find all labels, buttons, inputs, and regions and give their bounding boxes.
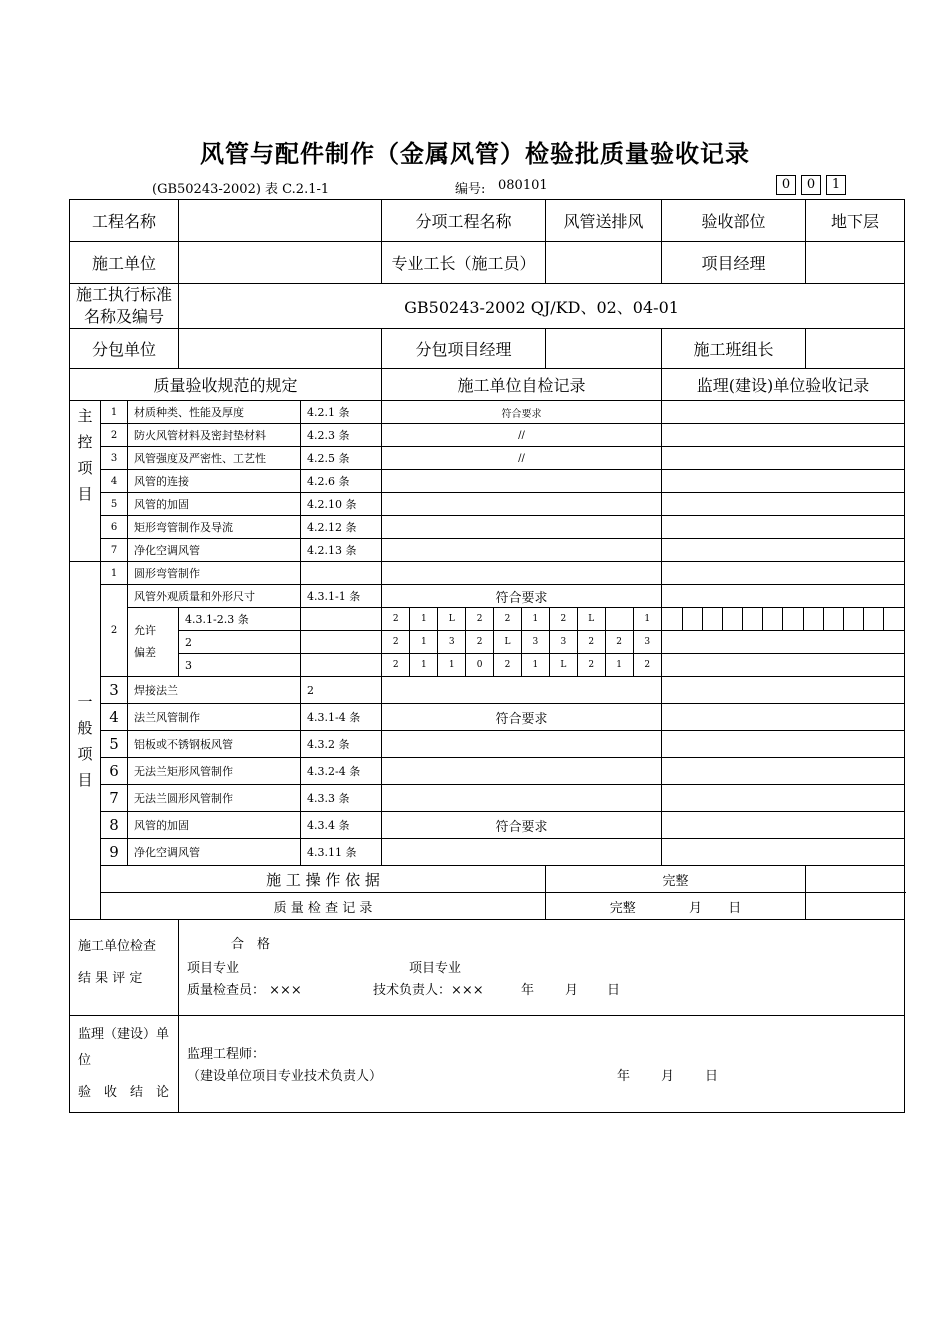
sign-month: 月 xyxy=(565,983,579,998)
main-items-label: 主控项目 xyxy=(70,401,101,562)
construction-result-label-b: 结 果 评 定 xyxy=(78,971,143,986)
tolerance-blank xyxy=(301,608,382,631)
project-professional-a: 项目专业 xyxy=(187,961,240,976)
supervision-conclusion-label-a: 监理（建设）单位 xyxy=(78,1027,170,1068)
record-day: 日 xyxy=(728,900,742,916)
supervision-column-header: 监理(建设)单位验收记录 xyxy=(662,369,905,401)
basis-label: 施 工 操 作 依 据 xyxy=(101,866,546,893)
basis-supervision[interactable] xyxy=(806,866,905,893)
item-clause: 4.3.1-4 条 xyxy=(301,704,382,731)
measure-cell[interactable]: 2 xyxy=(577,654,605,676)
item-no: 4 xyxy=(101,470,128,493)
foreman-label: 专业工长（施工员） xyxy=(382,242,546,284)
measure-cell[interactable]: 3 xyxy=(521,631,549,653)
item-no: 7 xyxy=(101,539,128,562)
item-no: 5 xyxy=(101,731,128,758)
tolerance-row-label: 2 xyxy=(179,631,301,654)
item-supervision[interactable] xyxy=(662,704,905,731)
record-month: 月 xyxy=(689,900,703,916)
measure-cell[interactable]: 2 xyxy=(605,631,633,653)
item-name: 风管外观质量和外形尺寸 xyxy=(128,585,301,608)
item-result[interactable]: 符合要求 xyxy=(382,812,662,839)
item-no: 1 xyxy=(101,562,128,585)
measure-cell[interactable]: 1 xyxy=(644,614,651,624)
measure-cell[interactable]: 2 xyxy=(494,608,522,630)
item-name: 矩形弯管制作及导流 xyxy=(128,516,301,539)
item-name: 法兰风管制作 xyxy=(128,704,301,731)
item-clause: 4.3.11 条 xyxy=(301,839,382,866)
measure-cell[interactable]: 2 xyxy=(382,654,410,676)
item-result[interactable] xyxy=(382,758,662,785)
verdict: 合 格 xyxy=(231,937,271,952)
item-clause: 4.2.5 条 xyxy=(301,447,382,470)
item-result[interactable] xyxy=(382,562,662,585)
item-name: 风管的加固 xyxy=(128,493,301,516)
acceptance-part-value[interactable]: 地下层 xyxy=(806,200,905,242)
item-supervision[interactable] xyxy=(662,562,905,585)
item-supervision[interactable] xyxy=(662,839,905,866)
code-label: 编号: xyxy=(455,182,486,197)
measure-cell[interactable]: 2 xyxy=(382,631,410,653)
item-supervision[interactable] xyxy=(662,785,905,812)
page-title: 风管与配件制作（金属风管）检验批质量验收记录 xyxy=(200,139,750,168)
code-boxes xyxy=(776,175,846,195)
item-result[interactable] xyxy=(382,785,662,812)
measure-cell[interactable]: 1 xyxy=(605,654,633,676)
item-clause: 4.3.3 条 xyxy=(301,785,382,812)
item-result[interactable] xyxy=(382,839,662,866)
item-supervision[interactable] xyxy=(662,447,905,470)
tolerance-row-label: 4.3.1-2.3 条 xyxy=(179,608,301,631)
item-no: 2 xyxy=(101,585,128,677)
record-label: 质 量 检 查 记 录 xyxy=(101,893,546,920)
item-name: 净化空调风管 xyxy=(128,839,301,866)
item-supervision[interactable] xyxy=(662,731,905,758)
sign-year: 年 xyxy=(617,1069,631,1084)
item-supervision[interactable] xyxy=(662,812,905,839)
measure-cell[interactable] xyxy=(605,608,633,630)
self-check-column-header: 施工单位自检记录 xyxy=(382,369,662,401)
team-leader-label: 施工班组长 xyxy=(662,329,806,369)
code-box: 0 xyxy=(801,175,821,195)
supervision-engineer: 监理工程师： xyxy=(187,1047,266,1062)
code-value: 080101 xyxy=(498,178,548,193)
tolerance-row-label: 3 xyxy=(179,654,301,677)
construction-result-label xyxy=(70,920,179,1016)
item-result[interactable] xyxy=(382,470,662,493)
item-supervision[interactable] xyxy=(662,758,905,785)
item-name: 风管强度及严密性、工艺性 xyxy=(128,447,301,470)
item-clause: 4.2.13 条 xyxy=(301,539,382,562)
item-clause: 4.3.2 条 xyxy=(301,731,382,758)
item-result[interactable]: // xyxy=(382,447,662,470)
tolerance-label-b: 偏差 xyxy=(134,646,156,659)
item-no: 8 xyxy=(101,812,128,839)
item-no: 2 xyxy=(101,424,128,447)
measure-cell[interactable]: 2 xyxy=(466,631,494,653)
item-no: 3 xyxy=(101,447,128,470)
item-supervision[interactable] xyxy=(662,516,905,539)
measure-cell[interactable]: L xyxy=(577,608,605,630)
item-clause: 4.2.10 条 xyxy=(301,493,382,516)
measure-cell[interactable]: 1 xyxy=(410,654,438,676)
code-box: 1 xyxy=(826,175,846,195)
item-no: 5 xyxy=(101,493,128,516)
sub-pm-value[interactable] xyxy=(546,329,662,369)
item-no: 6 xyxy=(101,516,128,539)
measure-cell[interactable]: 2 xyxy=(382,608,410,630)
basis-value[interactable]: 完整 xyxy=(546,866,806,893)
tolerance-blank xyxy=(301,654,382,677)
quality-inspector: 质量检查员： ××× xyxy=(187,983,302,998)
item-result[interactable] xyxy=(382,493,662,516)
inspection-table xyxy=(69,199,905,1113)
project-professional-b: 项目专业 xyxy=(409,961,462,976)
supervision-grid[interactable] xyxy=(662,608,905,631)
item-supervision[interactable] xyxy=(662,470,905,493)
item-clause: 4.3.4 条 xyxy=(301,812,382,839)
item-name: 净化空调风管 xyxy=(128,539,301,562)
item-result[interactable]: // xyxy=(382,424,662,447)
item-result[interactable] xyxy=(382,731,662,758)
tolerance-label-a: 允许 xyxy=(134,624,156,637)
item-name: 无法兰矩形风管制作 xyxy=(128,758,301,785)
item-result[interactable]: 符合要求 xyxy=(382,401,662,424)
tolerance-label xyxy=(128,608,179,677)
item-name: 风管的连接 xyxy=(128,470,301,493)
standard-ref: (GB50243-2002) 表 C.2.1-1 xyxy=(152,182,330,197)
supervision-conclusion-label-b: 验 收 结 论 xyxy=(78,1085,170,1100)
item-no: 3 xyxy=(101,677,128,704)
item-supervision[interactable] xyxy=(662,493,905,516)
measure-cell[interactable]: 1 xyxy=(521,608,549,630)
subcontract-label: 分包单位 xyxy=(70,329,179,369)
sub-project-label: 分项工程名称 xyxy=(382,200,546,242)
standard-label: 施工执行标准名称及编号 xyxy=(70,284,179,329)
project-name-value[interactable] xyxy=(179,200,382,242)
measure-cell[interactable]: L xyxy=(549,654,577,676)
item-result[interactable]: 符合要求 xyxy=(382,585,662,608)
record-value[interactable] xyxy=(546,893,806,920)
construction-result-label-a: 施工单位检查 xyxy=(78,939,157,954)
team-leader-value[interactable] xyxy=(806,329,905,369)
item-name: 无法兰圆形风管制作 xyxy=(128,785,301,812)
item-supervision[interactable] xyxy=(662,539,905,562)
record-value-text: 完整 xyxy=(609,900,636,916)
item-clause: 4.2.1 条 xyxy=(301,401,382,424)
item-clause xyxy=(301,562,382,585)
item-supervision[interactable] xyxy=(662,677,905,704)
sign-day: 日 xyxy=(705,1069,719,1084)
measure-cell[interactable]: 1 xyxy=(521,654,549,676)
item-clause: 4.3.2-4 条 xyxy=(301,758,382,785)
foreman-value[interactable] xyxy=(546,242,662,284)
item-name: 铝板或不锈钢板风管 xyxy=(128,731,301,758)
code-box: 0 xyxy=(776,175,796,195)
standard-value[interactable]: GB50243-2002 QJ/KD、02、04-01 xyxy=(179,284,905,329)
sign-month: 月 xyxy=(661,1069,675,1084)
construction-unit-value[interactable] xyxy=(179,242,382,284)
subcontract-value[interactable] xyxy=(179,329,382,369)
item-no: 4 xyxy=(101,704,128,731)
item-clause: 4.2.12 条 xyxy=(301,516,382,539)
item-name: 材质种类、性能及厚度 xyxy=(128,401,301,424)
item-supervision[interactable] xyxy=(662,654,905,677)
item-no: 1 xyxy=(101,401,128,424)
item-name: 风管的加固 xyxy=(128,812,301,839)
pm-label: 项目经理 xyxy=(662,242,806,284)
measure-cell[interactable]: 1 xyxy=(438,654,466,676)
item-no: 9 xyxy=(101,839,128,866)
item-name: 圆形弯管制作 xyxy=(128,562,301,585)
measure-cell[interactable]: 1 xyxy=(410,608,438,630)
measure-cell[interactable]: 1 xyxy=(410,631,438,653)
measure-cell[interactable]: 3 xyxy=(438,631,466,653)
item-clause: 2 xyxy=(301,677,382,704)
measure-cell[interactable]: L xyxy=(494,631,522,653)
item-name: 防火风管材料及密封垫材料 xyxy=(128,424,301,447)
measure-cell[interactable]: 2 xyxy=(494,654,522,676)
item-no: 6 xyxy=(101,758,128,785)
item-result[interactable]: 符合要求 xyxy=(382,704,662,731)
item-result[interactable] xyxy=(382,539,662,562)
spec-column-header: 质量验收规范的规定 xyxy=(70,369,382,401)
pm-value[interactable] xyxy=(806,242,905,284)
measure-cell[interactable]: 3 xyxy=(549,631,577,653)
measure-cell[interactable]: 2 xyxy=(466,608,494,630)
owner-tech-lead: （建设单位项目专业技术负责人） xyxy=(187,1069,383,1084)
project-name-label: 工程名称 xyxy=(70,200,179,242)
measure-cell[interactable]: 0 xyxy=(466,654,494,676)
item-clause: 4.2.3 条 xyxy=(301,424,382,447)
measure-cell[interactable]: 2 xyxy=(644,660,651,670)
tech-lead: 技术负责人：××× xyxy=(373,983,484,998)
supervision-conclusion-body[interactable] xyxy=(179,1016,905,1113)
sub-project-value[interactable]: 风管送排风 xyxy=(546,200,662,242)
construction-result-body[interactable] xyxy=(179,920,905,1016)
item-clause: 4.2.6 条 xyxy=(301,470,382,493)
item-supervision[interactable] xyxy=(662,401,905,424)
record-supervision[interactable] xyxy=(806,893,905,920)
tolerance-values[interactable] xyxy=(382,654,662,677)
item-no: 7 xyxy=(101,785,128,812)
measure-cell[interactable]: 2 xyxy=(549,608,577,630)
tolerance-blank xyxy=(301,631,382,654)
item-result[interactable] xyxy=(382,677,662,704)
item-clause: 4.3.1-1 条 xyxy=(301,585,382,608)
acceptance-part-label: 验收部位 xyxy=(662,200,806,242)
general-items-label: 一般项目 xyxy=(70,562,101,920)
sign-day: 日 xyxy=(607,983,621,998)
item-supervision[interactable] xyxy=(662,585,905,608)
measure-cell[interactable]: 3 xyxy=(644,637,651,647)
construction-unit-label: 施工单位 xyxy=(70,242,179,284)
measure-cell[interactable]: L xyxy=(438,608,466,630)
sub-pm-label: 分包项目经理 xyxy=(382,329,546,369)
item-supervision[interactable] xyxy=(662,631,905,654)
item-supervision[interactable] xyxy=(662,424,905,447)
measure-cell[interactable]: 2 xyxy=(577,631,605,653)
supervision-conclusion-label xyxy=(70,1016,179,1113)
tolerance-values[interactable] xyxy=(382,608,662,631)
item-result[interactable] xyxy=(382,516,662,539)
item-name: 焊接法兰 xyxy=(128,677,301,704)
sign-year: 年 xyxy=(521,983,535,998)
tolerance-values[interactable] xyxy=(382,631,662,654)
